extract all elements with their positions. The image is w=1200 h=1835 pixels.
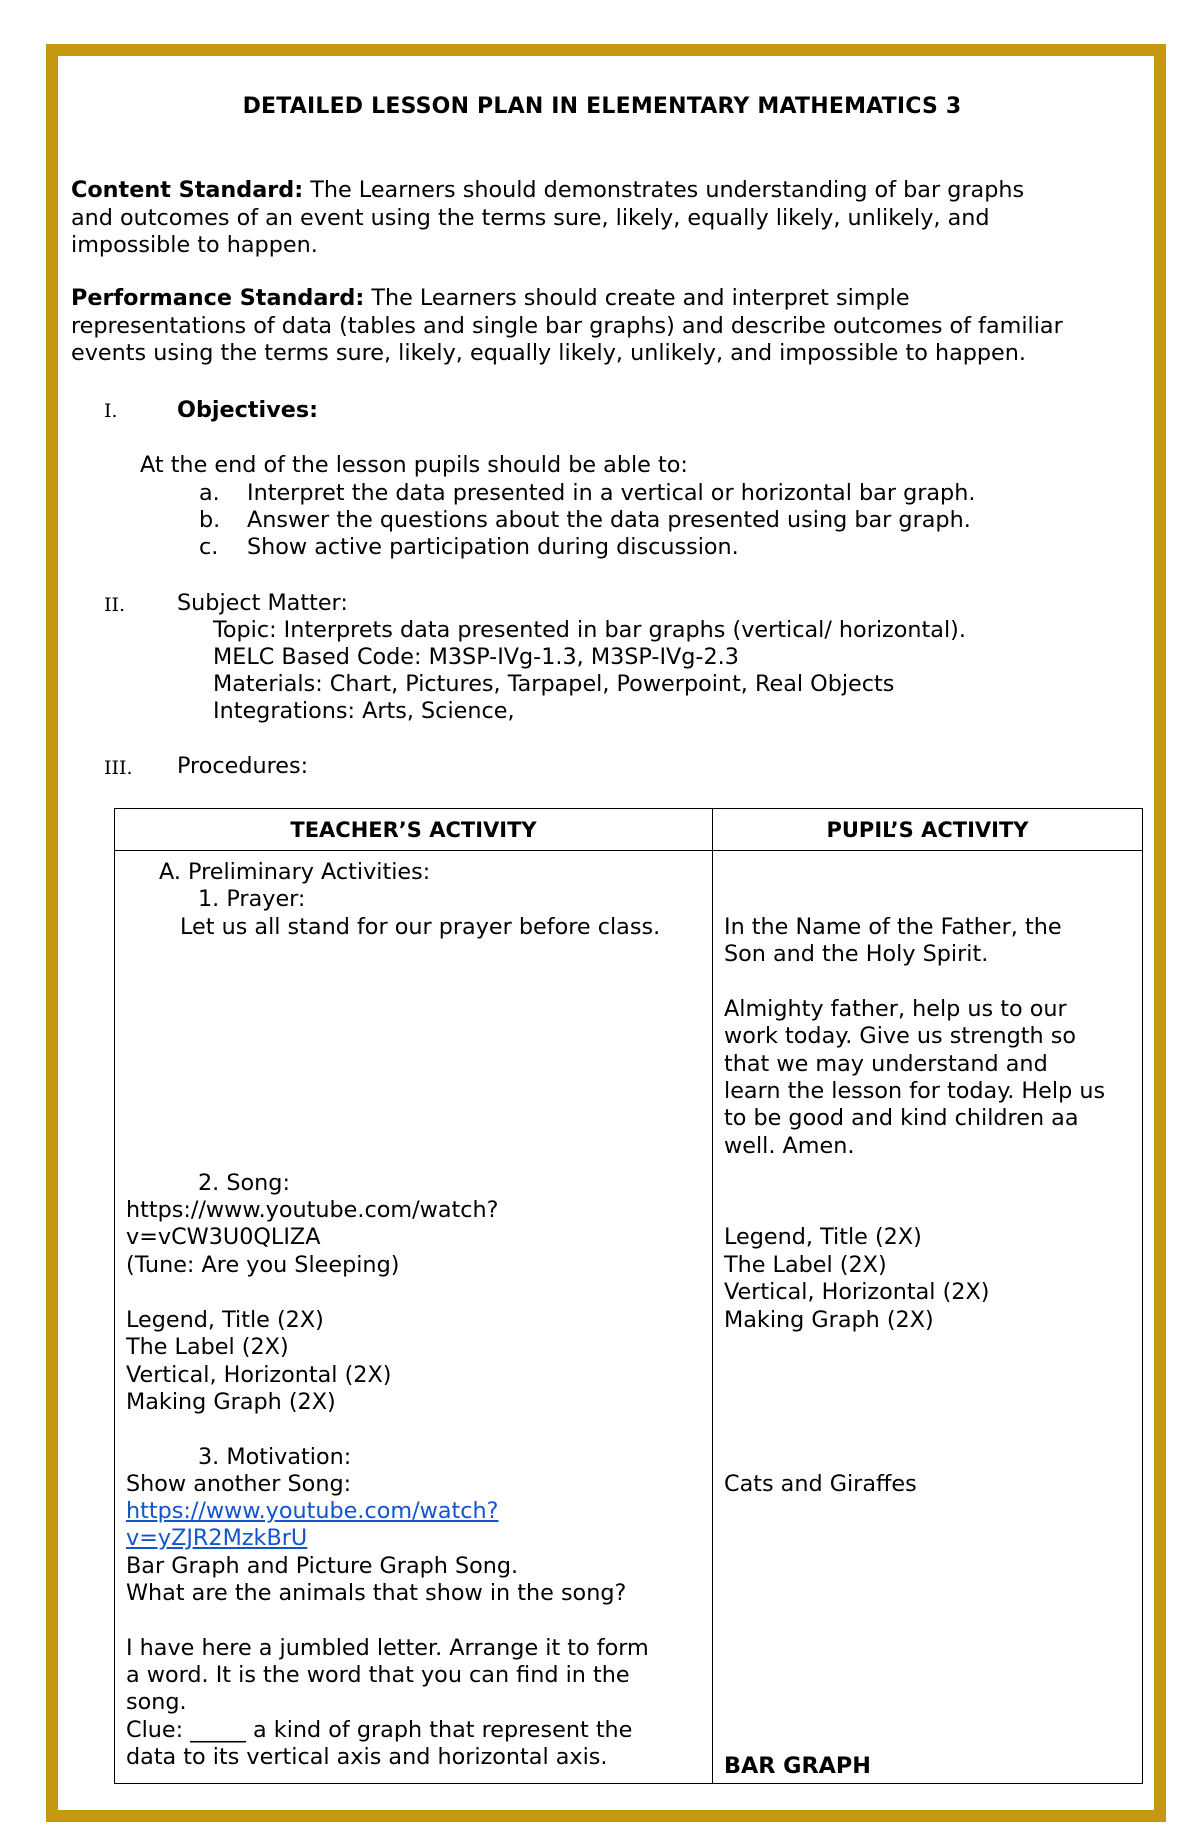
song-lyric: The Label (2X): [724, 1252, 887, 1278]
jumble-line: a word. It is the word that you can find in the: [126, 1662, 630, 1688]
objectives-intro: At the end of the lesson pupils should be able to:: [140, 452, 688, 478]
song-lyric: Legend, Title (2X): [126, 1307, 324, 1333]
prayer-heading: 1. Prayer:: [198, 886, 306, 912]
prayer-body: that we may understand and: [724, 1051, 1048, 1077]
pupil-activity-header: PUPIL’S ACTIVITY: [713, 809, 1143, 851]
section-numeral: I.: [104, 400, 118, 422]
jumble-line: data to its vertical axis and horizontal axis.: [126, 1744, 608, 1770]
subject-matter-line: Topic: Interprets data presented in bar graphs (vertical/ horizontal).: [213, 617, 966, 643]
objective-item: Show active participation during discussion.: [247, 534, 739, 560]
subject-matter-heading: Subject Matter:: [177, 590, 348, 616]
jumble-line: Clue: _____ a kind of graph that represent the: [126, 1717, 633, 1743]
jumble-line: song.: [126, 1689, 187, 1715]
motivation-song-title: Bar Graph and Picture Graph Song.: [126, 1553, 519, 1579]
song-tune: (Tune: Are you Sleeping): [126, 1252, 400, 1278]
song-heading: 2. Song:: [198, 1170, 290, 1196]
song-lyric: Legend, Title (2X): [724, 1224, 922, 1250]
prayer-body: well. Amen.: [724, 1133, 855, 1159]
motivation-heading: 3. Motivation:: [198, 1444, 352, 1470]
song-lyric: The Label (2X): [126, 1334, 289, 1360]
content-standard-line: impossible to happen.: [71, 232, 318, 258]
song-lyric: Making Graph (2X): [724, 1307, 934, 1333]
performance-standard-line: The Learners should create and interpret simple: [364, 285, 910, 311]
prayer-text: Let us all stand for our prayer before class.: [180, 914, 661, 940]
objective-item: Interpret the data presented in a vertical or horizontal bar graph.: [247, 480, 976, 506]
pupil-activity-cell: [713, 851, 1143, 1784]
content-standard-line: and outcomes of an event using the terms sure, likely, equally likely, unlikely, and: [71, 204, 990, 231]
section-numeral: II.: [104, 594, 126, 616]
song-lyric: Making Graph (2X): [126, 1389, 336, 1415]
preliminary-activities: A. Preliminary Activities:: [159, 859, 431, 885]
song-lyric: Vertical, Horizontal (2X): [126, 1362, 392, 1388]
teacher-activity-header: TEACHER’S ACTIVITY: [115, 809, 713, 851]
prayer-response: Son and the Holy Spirit.: [724, 941, 989, 967]
objective-item: Answer the questions about the data presented using bar graph.: [247, 507, 971, 533]
activity-table: [114, 808, 1143, 1784]
subject-matter-line: Integrations: Arts, Science,: [213, 698, 515, 724]
content-standard: [71, 177, 1121, 260]
performance-standard-label: Performance Standard:: [71, 285, 365, 311]
motivation-intro: Show another Song:: [126, 1471, 352, 1497]
performance-standard: [71, 285, 1121, 368]
motivation-song-link[interactable]: https://www.youtube.com/watch?: [126, 1498, 499, 1524]
procedures-heading: Procedures:: [177, 753, 309, 779]
prayer-body: Almighty father, help us to our: [724, 996, 1067, 1022]
objective-marker: b.: [199, 507, 221, 533]
performance-standard-line: representations of data (tables and single bar graphs) and describe outcomes of familiar: [71, 312, 1063, 339]
prayer-response: In the Name of the Father, the: [724, 914, 1062, 940]
subject-matter-line: MELC Based Code: M3SP-IVg-1.3, M3SP-IVg-2.3: [213, 644, 739, 670]
prayer-body: work today. Give us strength so: [724, 1023, 1077, 1049]
prayer-body: learn the lesson for today. Help us: [724, 1078, 1106, 1104]
prayer-body: to be good and kind children aa: [724, 1105, 1079, 1131]
song-lyric: Vertical, Horizontal (2X): [724, 1279, 990, 1305]
song-url: https://www.youtube.com/watch?: [126, 1197, 499, 1223]
objectives-heading: Objectives:: [177, 397, 319, 423]
content-standard-label: Content Standard:: [71, 177, 304, 203]
objective-marker: c.: [199, 534, 219, 560]
motivation-song-link[interactable]: v=yZJR2MzkBrU: [126, 1525, 308, 1551]
teacher-activity-cell: [115, 851, 713, 1784]
animals-answer: Cats and Giraffes: [724, 1471, 917, 1497]
motivation-question: What are the animals that show in the song?: [126, 1580, 627, 1606]
jumble-line: I have here a jumbled letter. Arrange it to form: [126, 1635, 649, 1661]
performance-standard-line: events using the terms sure, likely, equally likely, unlikely, and impossible to happen.: [71, 340, 1026, 366]
content-standard-line: The Learners should demonstrates understanding of bar graphs: [303, 177, 1025, 203]
section-numeral: III.: [104, 757, 133, 779]
page-title: DETAILED LESSON PLAN IN ELEMENTARY MATHEMATICS 3: [242, 94, 962, 119]
subject-matter-line: Materials: Chart, Pictures, Tarpapel, Powerpoint, Real Objects: [213, 671, 895, 697]
jumble-answer: BAR GRAPH: [724, 1753, 871, 1779]
song-url: v=vCW3U0QLIZA: [126, 1224, 321, 1250]
objective-marker: a.: [199, 480, 220, 506]
